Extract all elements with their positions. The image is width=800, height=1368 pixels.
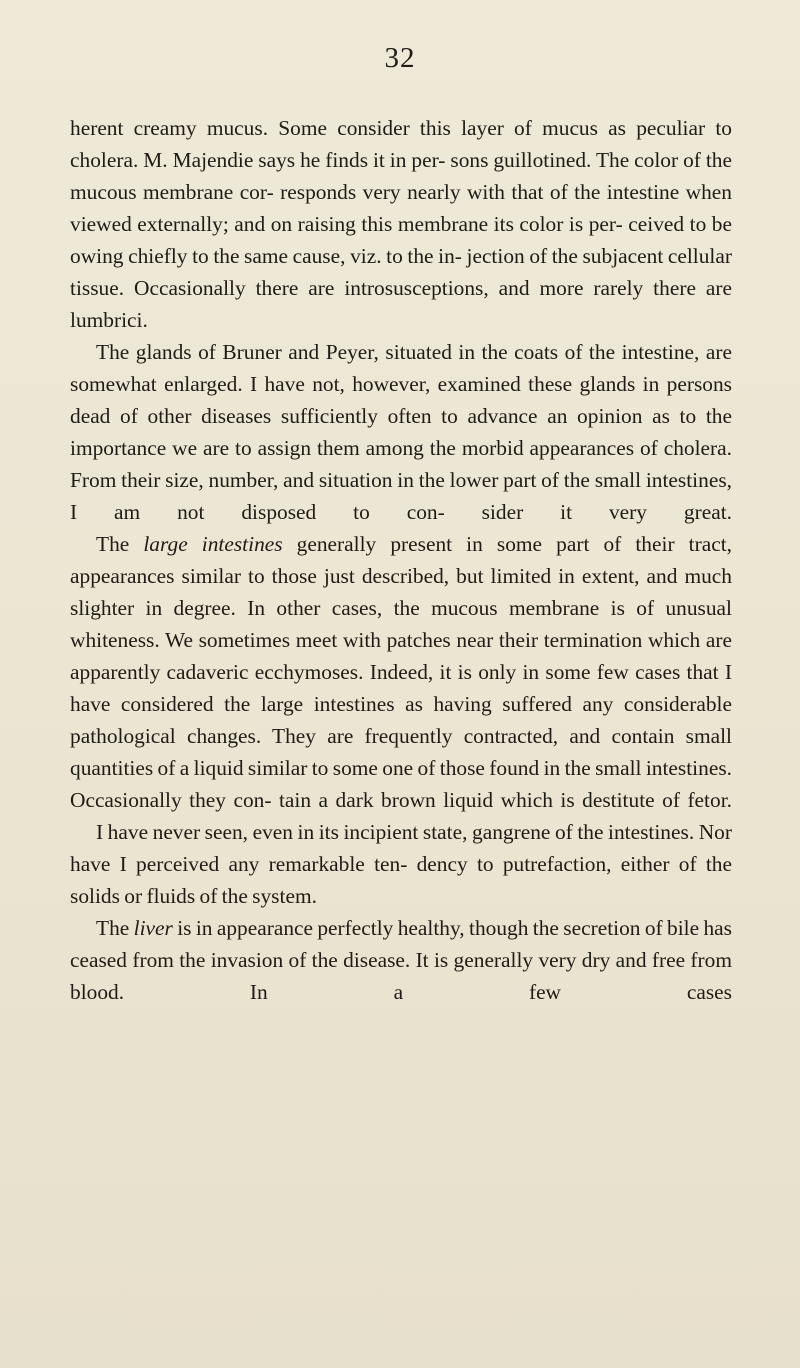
paragraph-text: generally present in some part of their tract, appearances similar to those just described, but limited in extent, and much slighter in degree. In other cases, the mucous membrane is of unusual whiteness. We sometimes meet with patches near their termination which are apparently cadaveric ecchymoses. Indeed, it is only in some few cases that I have considered the large intestines as having suffered any considerable pathological changes. They are frequently contracted, and contain small quantities of a liquid similar to some one of those found in the small intestines. Occasionally they con- tain a dark brown liquid which is destitute of fetor.: [70, 532, 732, 812]
paragraph-text: The: [96, 532, 144, 556]
paragraph-gangrene: [70, 816, 732, 912]
paragraph-text: herent creamy mucus. Some consider this layer of mucus as peculiar to cholera. M. Majendie says he finds it in per- sons guillotined. The color of the mucous membrane cor- responds very nearly with that of the intestine when viewed externally; and on raising this membrane its color is per- ceived to be owing chiefly to the same cause, viz. to the in- jection of the subjacent cellular tissue. Occasionally there are introsusceptions, and more rarely there are lumbrici.: [70, 116, 732, 332]
paragraph-large-intestines: [70, 528, 732, 816]
paragraph-text: I have never seen, even in its incipient state, gangrene of the intestines. Nor have I perceived any remarkable ten- dency to putrefaction, either of the solids or fluids of the system.: [70, 820, 732, 908]
italic-term-large-intestines: large intestines: [143, 532, 283, 556]
paragraph-text: The: [96, 916, 134, 940]
paragraph-glands: [70, 336, 732, 528]
paragraph-mucous-membrane: [70, 112, 732, 336]
italic-term-liver: liver: [133, 916, 173, 940]
page-number: 32: [384, 42, 416, 74]
body-text: [70, 112, 732, 1008]
paragraph-text: The glands of Bruner and Peyer, situated in the coats of the intestine, are somewhat enlarged. I have not, however, examined these glands in persons dead of other diseases sufficiently often to advance an opinion as to the importance we are to assign them among the morbid appearances of cholera. From their size, number, and situation in the lower part of the small intestines, I am not disposed to con- sider it very great.: [70, 340, 732, 524]
paragraph-liver: [70, 912, 732, 1008]
paragraph-text: is in appearance perfectly healthy, though the secretion of bile has ceased from the invasion of the disease. It is generally very dry and free from blood. In a few cases: [70, 916, 732, 1004]
